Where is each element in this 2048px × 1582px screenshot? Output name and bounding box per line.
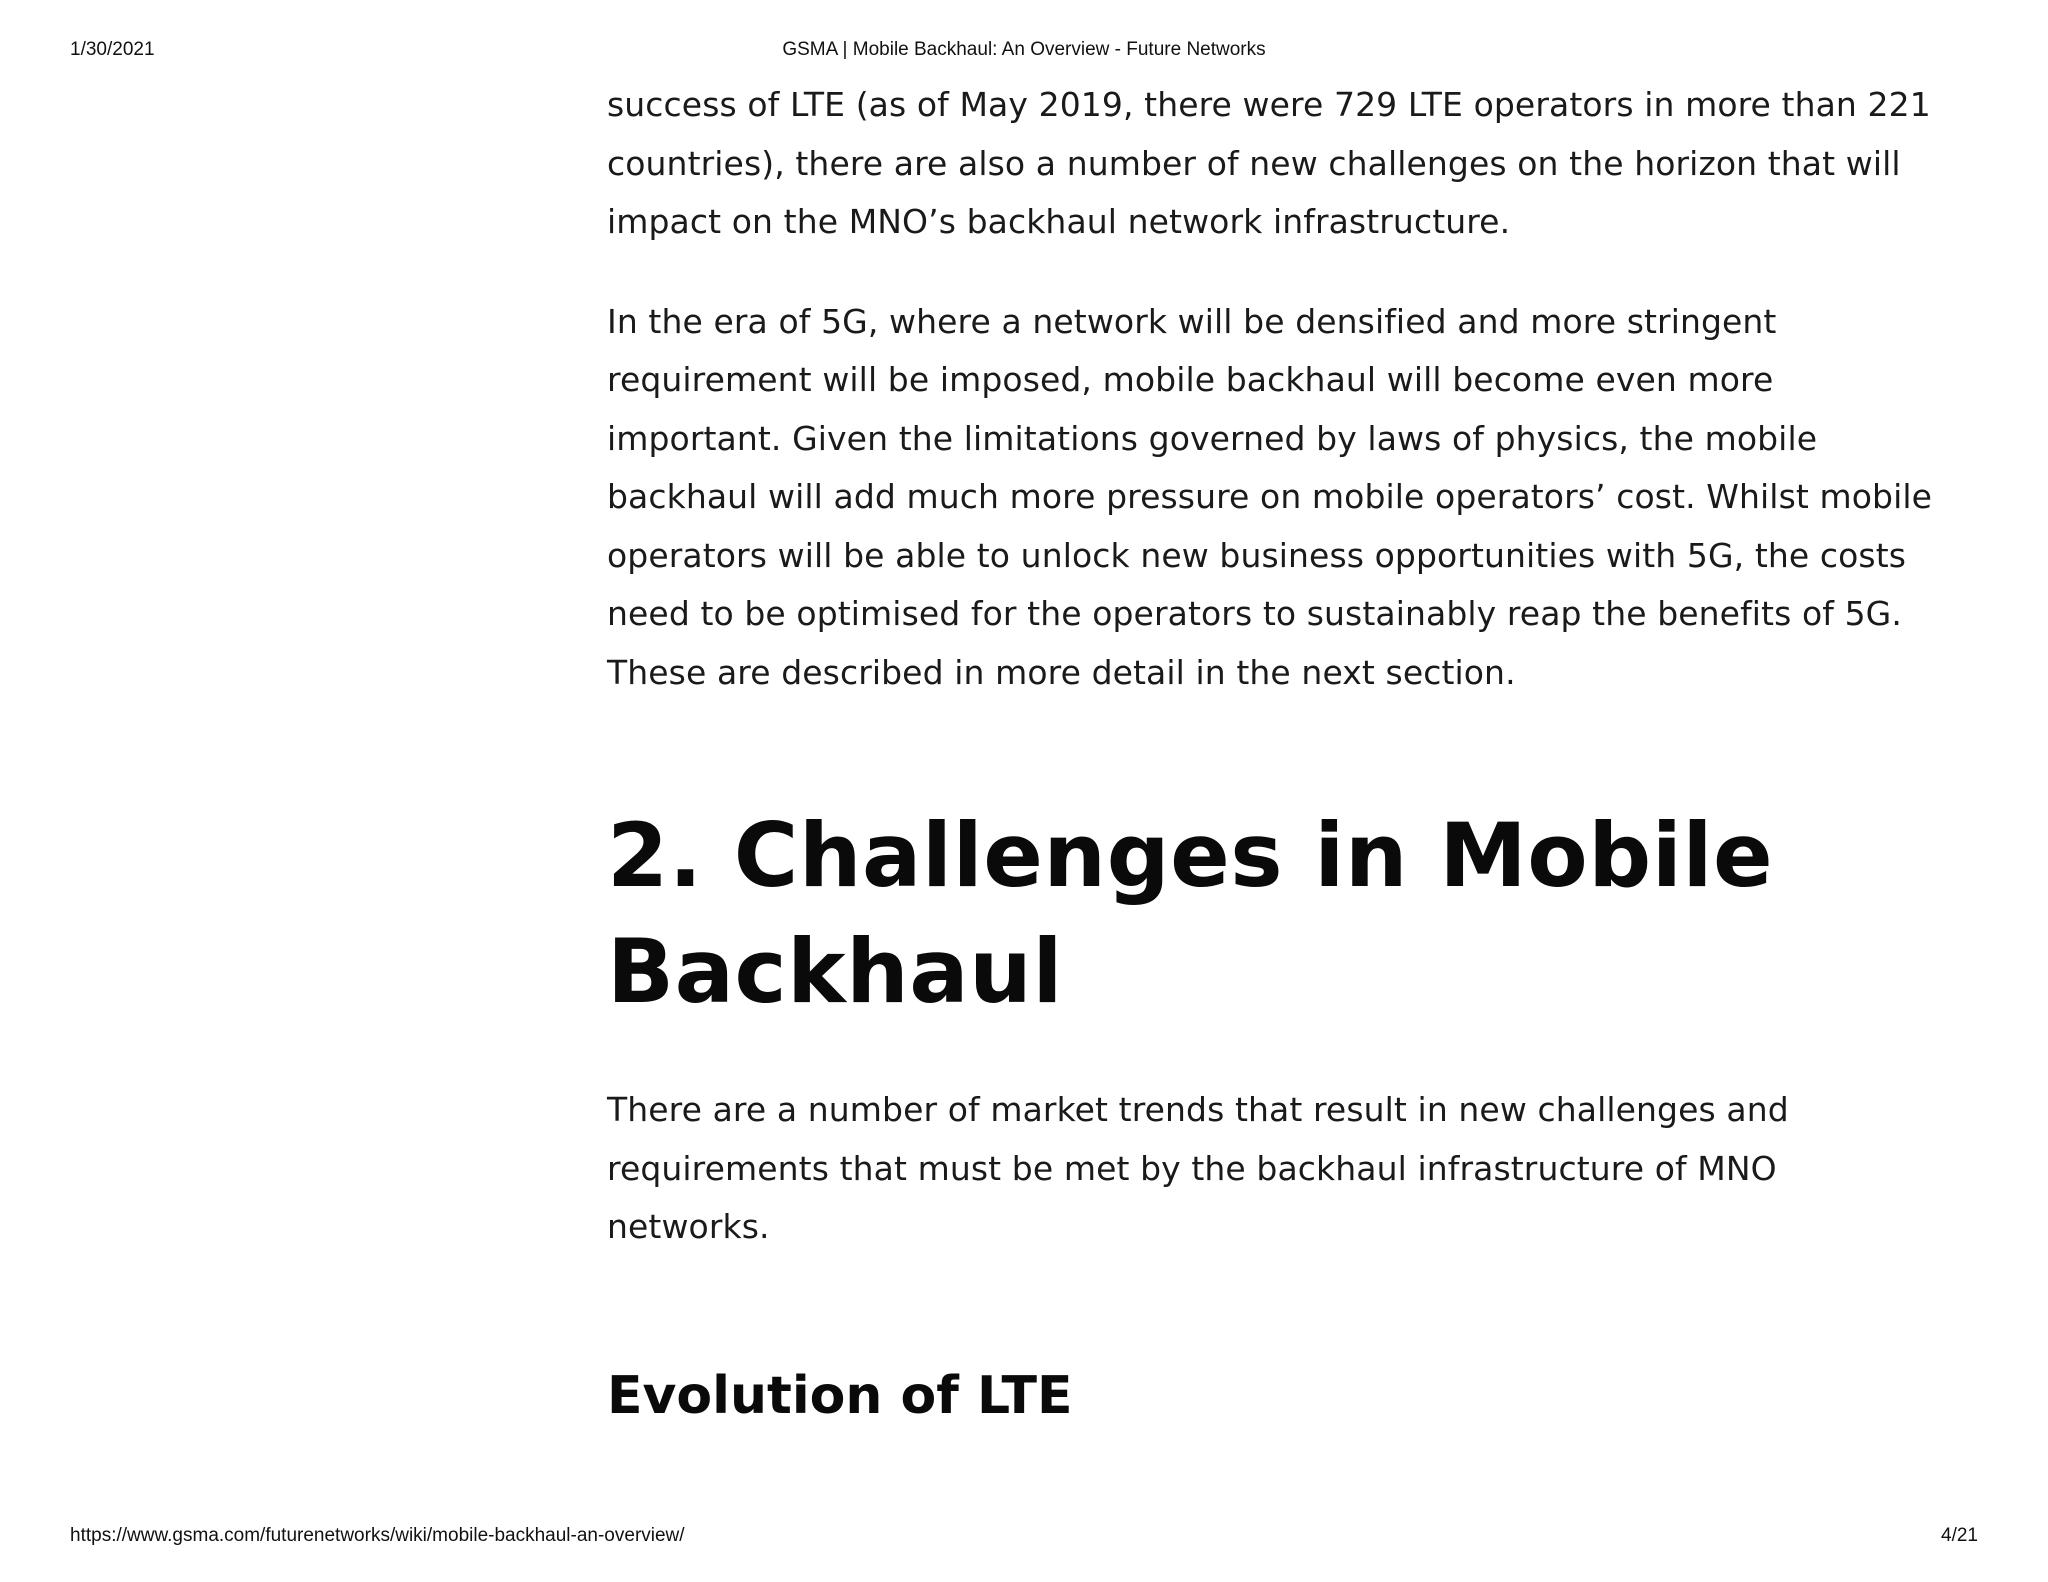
paragraph-5g-era: In the era of 5G, where a network will be densified and more stringent requirement will be imposed, mobile backhaul will become even more important. Given the limitations governed by laws of physics, the mobile backhaul will add much more pressure on mobile operators’ cost. Whilst mobile operators will be able to unlock new business opportunities with 5G, the costs need to be optimised for the operators to sustainably reap the benefits of 5G. These are described in more detail in the next section.	[607, 301, 1933, 692]
print-page-title: GSMA | Mobile Backhaul: An Overview - Future Networks	[782, 39, 1266, 60]
paragraph-lte-success: success of LTE (as of May 2019, there were 729 LTE operators in more than 221 countries), there are also a number of new challenges on the horizon that will impact on the MNO’s backhaul network infrastructure.	[607, 85, 1931, 241]
paragraph-market-trends: There are a number of market trends that result in new challenges and requirements that must be met by the backhaul infrastructure of MNO networks.	[607, 1090, 1789, 1246]
section-heading-challenges: 2. Challenges in Mobile Backhaul	[607, 804, 1774, 1023]
print-date: 1/30/2021	[70, 39, 155, 60]
print-url: https://www.gsma.com/futurenetworks/wiki/mobile-backhaul-an-overview/	[70, 1525, 685, 1546]
subsection-heading-evolution-lte: Evolution of LTE	[607, 1365, 1073, 1426]
print-page-number: 4/21	[1941, 1525, 1978, 1546]
article-body	[607, 76, 1967, 1431]
